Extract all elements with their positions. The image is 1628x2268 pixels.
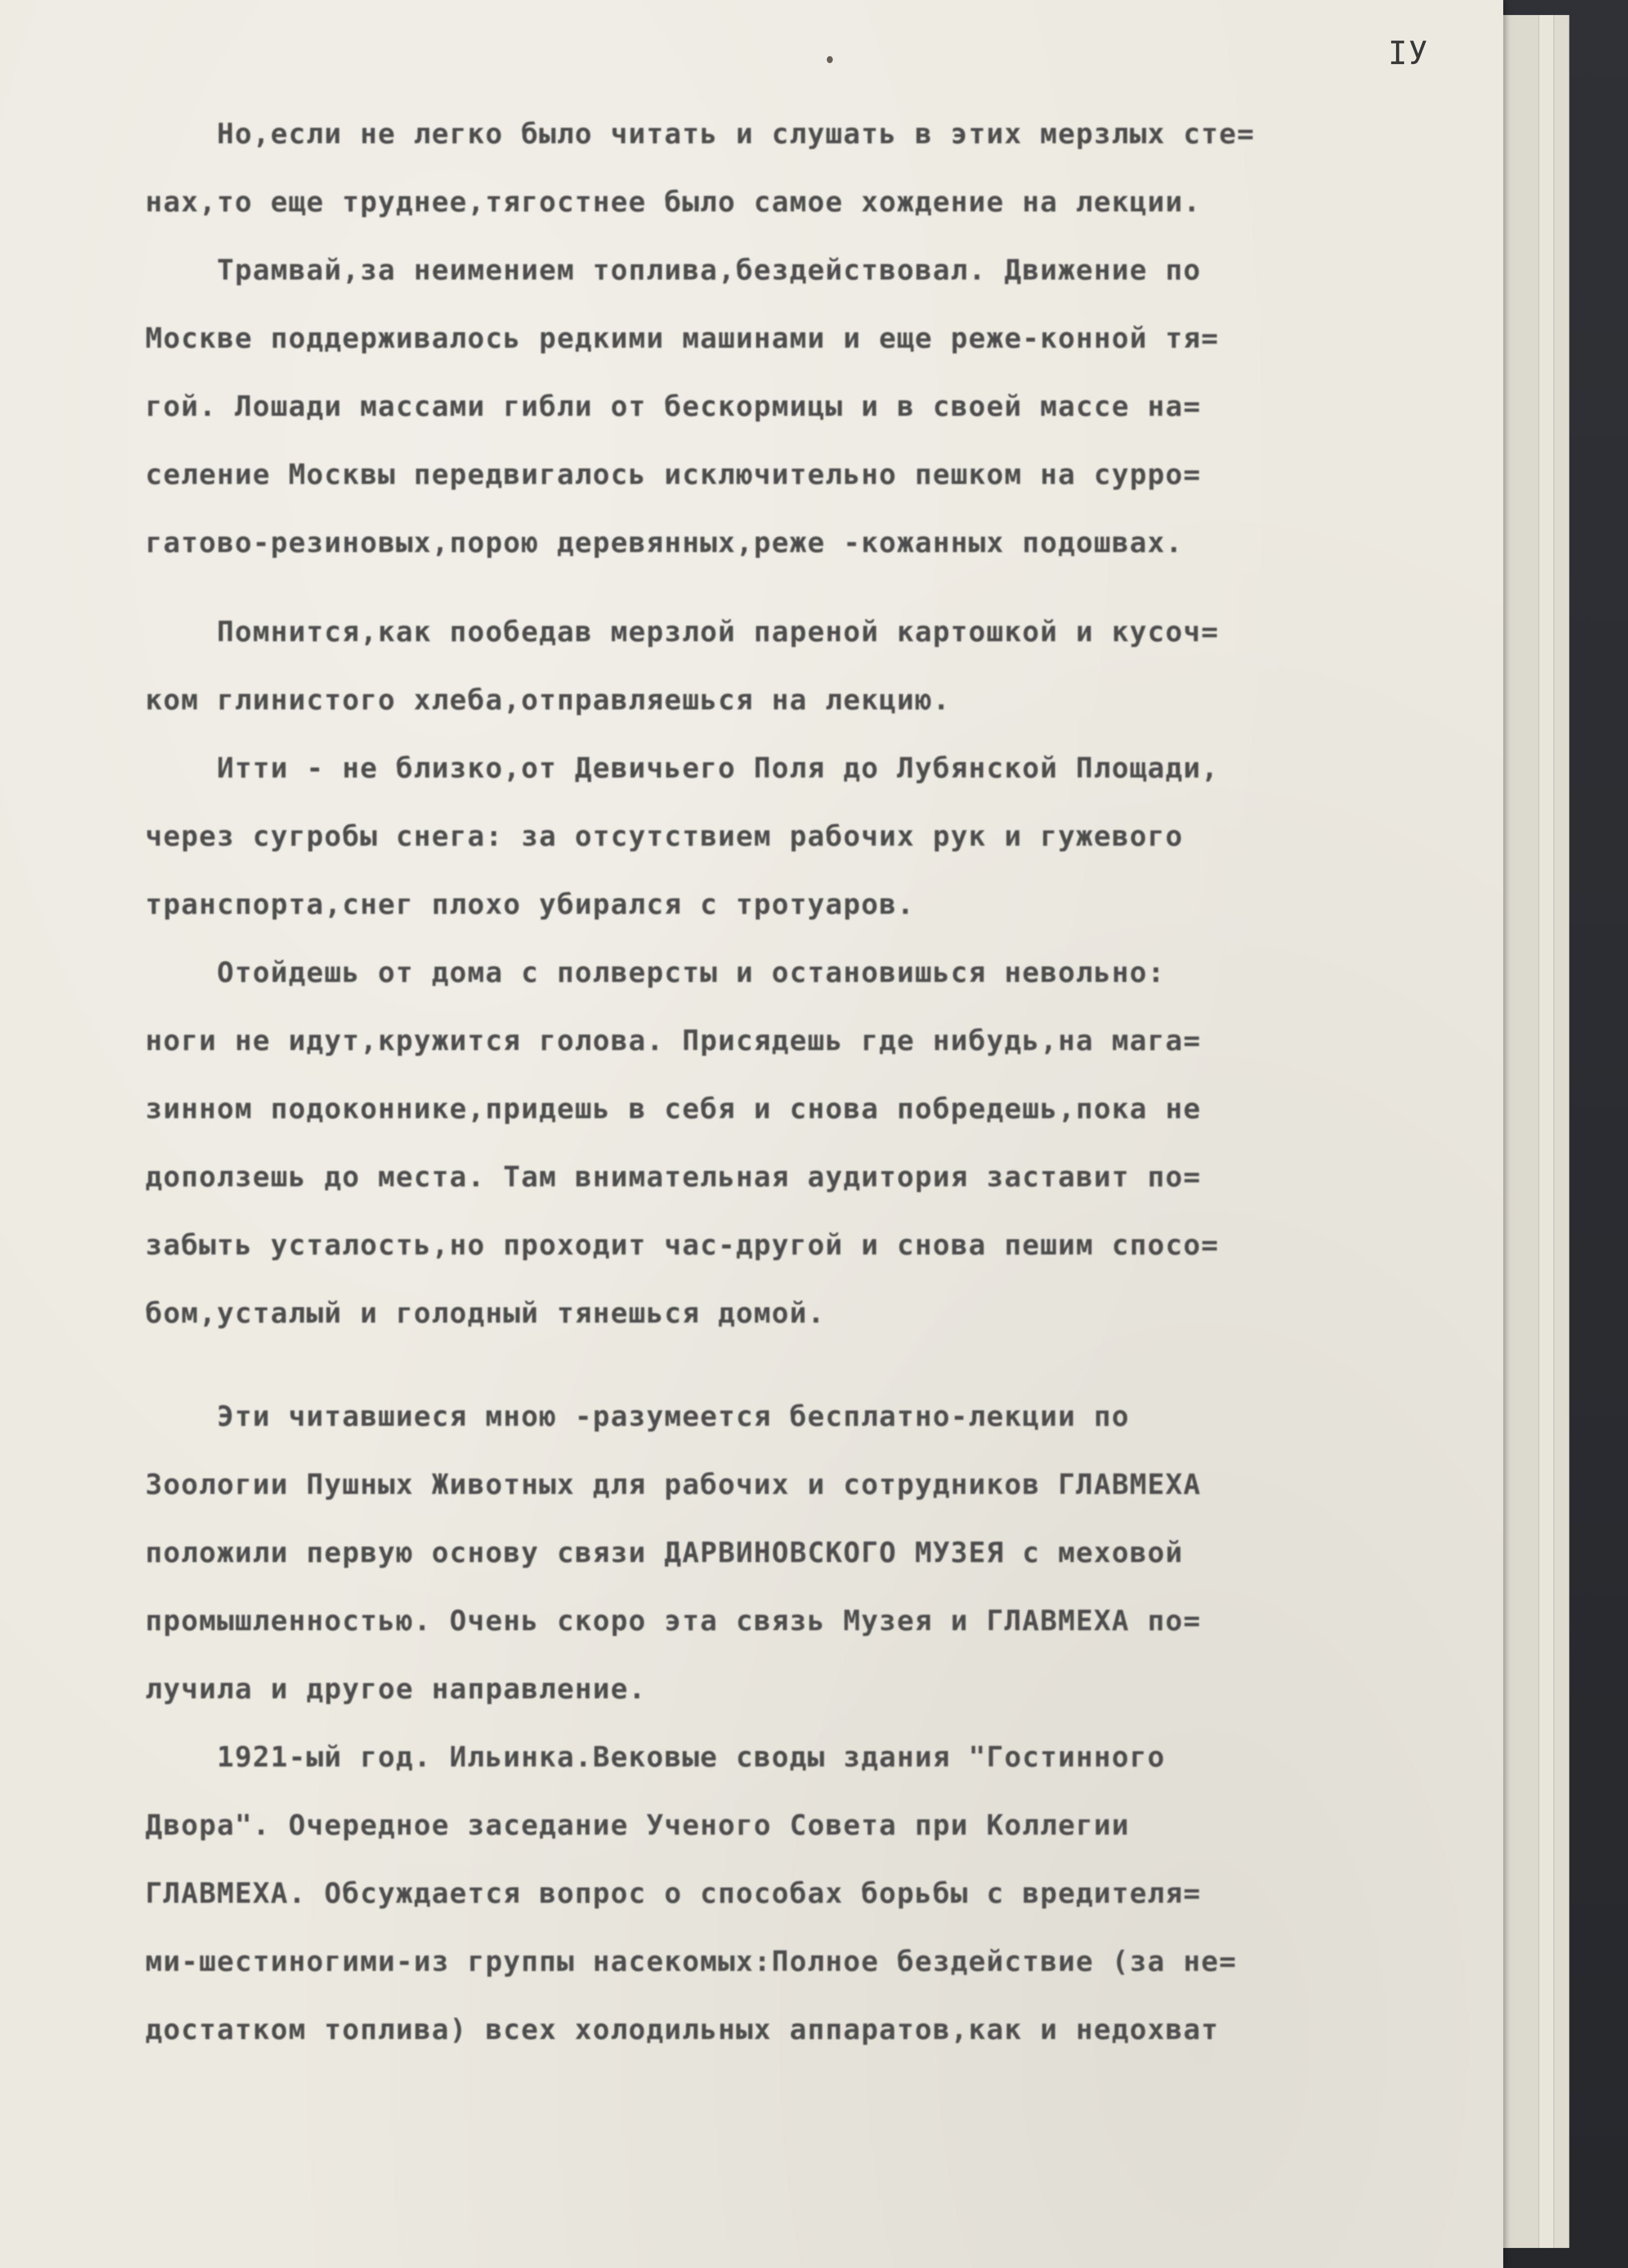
typewritten-body [145, 100, 1498, 2064]
text-line: Помнится,как пообедав мерзлой пареной картошкой и кусоч= [145, 616, 1219, 648]
text-line: Двора". Очередное заседание Ученого Совета при Коллегии [145, 1809, 1130, 1842]
text-line: положили первую основу связи ДАРВИНОВСКОГО МУЗЕЯ с меховой [145, 1537, 1184, 1569]
text-line: лучила и другое направление. [145, 1673, 647, 1705]
text-line: через сугробы снега: за отсутствием рабочих рук и гужевого [145, 820, 1184, 853]
text-line: ми-шестиногими-из группы насекомых:Полное бездействие (за не= [145, 1945, 1237, 1978]
text-line: гой. Лошади массами гибли от бескормицы и в своей массе на= [145, 390, 1202, 423]
text-line: зинном подоконнике,придешь в себя и снова побредешь,пока не [145, 1093, 1202, 1125]
page-number: IУ [1388, 35, 1429, 72]
text-line: транспорта,снег плохо убирался с тротуаров. [145, 888, 915, 921]
text-line: ГЛАВМЕХА. Обсуждается вопрос о способах борьбы с вредителя= [145, 1877, 1202, 1910]
text-line: Итти - не близко,от Девичьего Поля до Лубянской Площади, [145, 752, 1219, 785]
text-line: Но,если не легко было читать и слушать в этих мерзлых сте= [145, 118, 1255, 150]
text-line: 1921-ый год. Ильинка.Вековые своды здания "Гостинного [145, 1741, 1166, 1774]
text-line: Эти читавшиеся мною -разумеется бесплатно-лекции по [145, 1400, 1130, 1433]
text-line: ноги не идут,кружится голова. Присядешь где нибудь,на мага= [145, 1025, 1202, 1057]
text-line: ком глинистого хлеба,отправляешься на лекцию. [145, 684, 951, 716]
text-line: гатово-резиновых,порою деревянных,реже -кожанных подошвах. [145, 527, 1184, 559]
text-line: Зоологии Пушных Животных для рабочих и сотрудников ГЛАВМЕХА [145, 1468, 1202, 1501]
paragraph-gap [145, 577, 1498, 598]
text-line: Отойдешь от дома с полверсты и остановишься невольно: [145, 956, 1166, 989]
text-line: достатком топлива) всех холодильных аппаратов,как и недохват [145, 2013, 1219, 2046]
text-line: Трамвай,за неимением топлива,бездействовал. Движение по [145, 254, 1202, 287]
text-line: бом,усталый и голодный тянешься домой. [145, 1297, 826, 1330]
text-line: Москве поддерживалось редкими машинами и еще реже-конной тя= [145, 322, 1219, 355]
text-line: промышленностью. Очень скоро эта связь Музея и ГЛАВМЕХА по= [145, 1605, 1202, 1637]
text-line: доползешь до места. Там внимательная аудитория заставит по= [145, 1161, 1202, 1193]
paragraph-gap [145, 1348, 1498, 1383]
text-line: нах,то еще труднее,тягостнее было самое хождение на лекции. [145, 186, 1202, 218]
text-line: забыть усталость,но проходит час-другой и снова пешим спосо= [145, 1229, 1219, 1262]
ink-speck [827, 56, 833, 63]
text-line: селение Москвы передвигалось исключительно пешком на сурро= [145, 458, 1202, 491]
